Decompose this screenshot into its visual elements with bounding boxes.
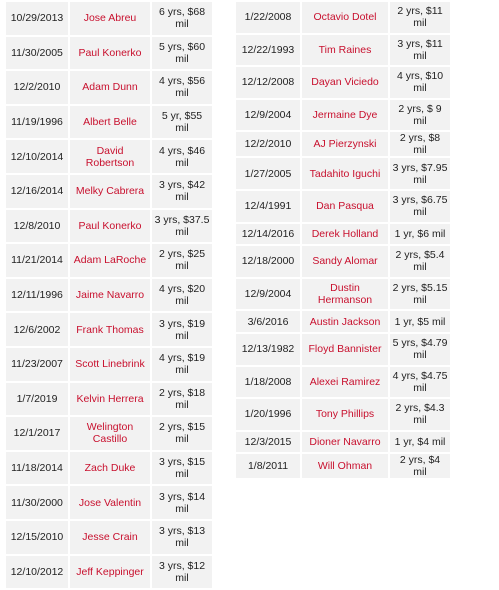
contract-cell: 3 yrs, $19 mil [152,313,212,346]
contract-cell: 2 yrs, $4 mil [390,454,450,478]
player-link[interactable]: Adam LaRoche [70,244,150,277]
table-row [6,486,212,519]
date-cell: 11/23/2007 [6,348,68,381]
table-row [236,2,450,33]
player-link[interactable]: Tony Phillips [302,399,388,430]
table-row [6,210,212,243]
contract-cell: 1 yr, $4 mil [390,432,450,453]
date-cell: 3/6/2016 [236,311,300,332]
contract-cell: 3 yrs, $6.75 mil [390,191,450,222]
player-link[interactable]: Melky Cabrera [70,175,150,208]
table-row [236,224,450,245]
date-cell: 10/29/2013 [6,2,68,35]
table-row [6,521,212,554]
player-link[interactable]: Welington Castillo [70,417,150,450]
contract-cell: 3 yrs, $37.5 mil [152,210,212,243]
table-row [236,191,450,222]
contract-cell: 2 yrs, $5.15 mil [390,279,450,310]
table-row [236,334,450,365]
player-link[interactable]: Derek Holland [302,224,388,245]
date-cell: 1/22/2008 [236,2,300,33]
contract-cell: 2 yrs, $5.4 mil [390,246,450,277]
contract-cell: 3 yrs, $11 mil [390,35,450,66]
table-row [6,106,212,139]
contract-cell: 4 yrs, $20 mil [152,279,212,312]
player-link[interactable]: Sandy Alomar [302,246,388,277]
date-cell: 1/8/2011 [236,454,300,478]
table-row [236,246,450,277]
right-contracts-table [234,0,452,480]
table-row [6,140,212,173]
table-row [6,452,212,485]
date-cell: 12/16/2014 [6,175,68,208]
table-row [236,432,450,453]
date-cell: 12/11/1996 [6,279,68,312]
player-link[interactable]: Adam Dunn [70,71,150,104]
player-link[interactable]: Dayan Viciedo [302,67,388,98]
contract-cell: 4 yrs, $56 mil [152,71,212,104]
table-row [236,35,450,66]
left-contracts-table [4,0,214,590]
date-cell: 12/15/2010 [6,521,68,554]
player-link[interactable]: Paul Konerko [70,37,150,70]
player-link[interactable]: Jesse Crain [70,521,150,554]
player-link[interactable]: Jeff Keppinger [70,556,150,589]
table-row [6,244,212,277]
table-row [236,132,450,156]
contract-cell: 3 yrs, $15 mil [152,452,212,485]
date-cell: 12/10/2014 [6,140,68,173]
date-cell: 1/7/2019 [6,383,68,416]
date-cell: 12/4/1991 [236,191,300,222]
contract-cell: 2 yrs, $15 mil [152,417,212,450]
date-cell: 1/27/2005 [236,158,300,189]
player-link[interactable]: Kelvin Herrera [70,383,150,416]
date-cell: 11/21/2014 [6,244,68,277]
table-row [6,417,212,450]
date-cell: 12/1/2017 [6,417,68,450]
table-row [236,454,450,478]
date-cell: 12/9/2004 [236,100,300,131]
player-link[interactable]: Dustin Hermanson [302,279,388,310]
player-link[interactable]: Jaime Navarro [70,279,150,312]
date-cell: 12/13/1982 [236,334,300,365]
contract-cell: 4 yrs, $10 mil [390,67,450,98]
table-row [6,175,212,208]
contract-cell: 1 yr, $6 mil [390,224,450,245]
player-link[interactable]: Alexei Ramirez [302,367,388,398]
player-link[interactable]: Will Ohman [302,454,388,478]
date-cell: 12/2/2010 [6,71,68,104]
date-cell: 12/6/2002 [6,313,68,346]
contract-cell: 2 yrs, $18 mil [152,383,212,416]
table-row [6,2,212,35]
contract-cell: 2 yrs, $11 mil [390,2,450,33]
contract-cell: 4 yrs, $19 mil [152,348,212,381]
table-row [6,383,212,416]
contract-cell: 5 yr, $55 mil [152,106,212,139]
date-cell: 12/10/2012 [6,556,68,589]
date-cell: 11/30/2005 [6,37,68,70]
date-cell: 12/12/2008 [236,67,300,98]
table-row [236,367,450,398]
date-cell: 12/2/2010 [236,132,300,156]
player-link[interactable]: Jermaine Dye [302,100,388,131]
contract-cell: 2 yrs, $4.3 mil [390,399,450,430]
player-link[interactable]: Zach Duke [70,452,150,485]
player-link[interactable]: Austin Jackson [302,311,388,332]
contract-cell: 4 yrs, $4.75 mil [390,367,450,398]
contract-cell: 1 yr, $5 mil [390,311,450,332]
player-link[interactable]: Dioner Navarro [302,432,388,453]
player-link[interactable]: Dan Pasqua [302,191,388,222]
player-link[interactable]: Tadahito Iguchi [302,158,388,189]
player-link[interactable]: Jose Valentin [70,486,150,519]
contract-cell: 5 yrs, $4.79 mil [390,334,450,365]
contract-cell: 3 yrs, $12 mil [152,556,212,589]
table-row [6,279,212,312]
table-row [6,556,212,589]
date-cell: 12/14/2016 [236,224,300,245]
table-row [6,37,212,70]
contract-cell: 2 yrs, $25 mil [152,244,212,277]
contract-cell: 3 yrs, $13 mil [152,521,212,554]
date-cell: 1/18/2008 [236,367,300,398]
date-cell: 11/18/2014 [6,452,68,485]
table-row [236,399,450,430]
contract-cell: 3 yrs, $14 mil [152,486,212,519]
date-cell: 12/22/1993 [236,35,300,66]
player-link[interactable]: Frank Thomas [70,313,150,346]
player-link[interactable]: Albert Belle [70,106,150,139]
table-row [236,158,450,189]
contract-cell: 3 yrs, $7.95 mil [390,158,450,189]
player-link[interactable]: Scott Linebrink [70,348,150,381]
contract-cell: 6 yrs, $68 mil [152,2,212,35]
contract-cell: 2 yrs, $ 9 mil [390,100,450,131]
table-row [6,313,212,346]
table-row [236,67,450,98]
table-row [6,348,212,381]
player-link[interactable]: Floyd Bannister [302,334,388,365]
player-link[interactable]: Tim Raines [302,35,388,66]
table-row [236,279,450,310]
player-link[interactable]: AJ Pierzynski [302,132,388,156]
contract-cell: 4 yrs, $46 mil [152,140,212,173]
contract-cell: 5 yrs, $60 mil [152,37,212,70]
table-row [6,71,212,104]
date-cell: 12/8/2010 [6,210,68,243]
date-cell: 12/3/2015 [236,432,300,453]
table-row [236,311,450,332]
contract-cell: 2 yrs, $8 mil [390,132,450,156]
date-cell: 12/18/2000 [236,246,300,277]
player-link[interactable]: Jose Abreu [70,2,150,35]
player-link[interactable]: Paul Konerko [70,210,150,243]
date-cell: 11/19/1996 [6,106,68,139]
date-cell: 11/30/2000 [6,486,68,519]
table-row [236,100,450,131]
date-cell: 12/9/2004 [236,279,300,310]
date-cell: 1/20/1996 [236,399,300,430]
player-link[interactable]: Octavio Dotel [302,2,388,33]
contract-cell: 3 yrs, $42 mil [152,175,212,208]
player-link[interactable]: David Robertson [70,140,150,173]
